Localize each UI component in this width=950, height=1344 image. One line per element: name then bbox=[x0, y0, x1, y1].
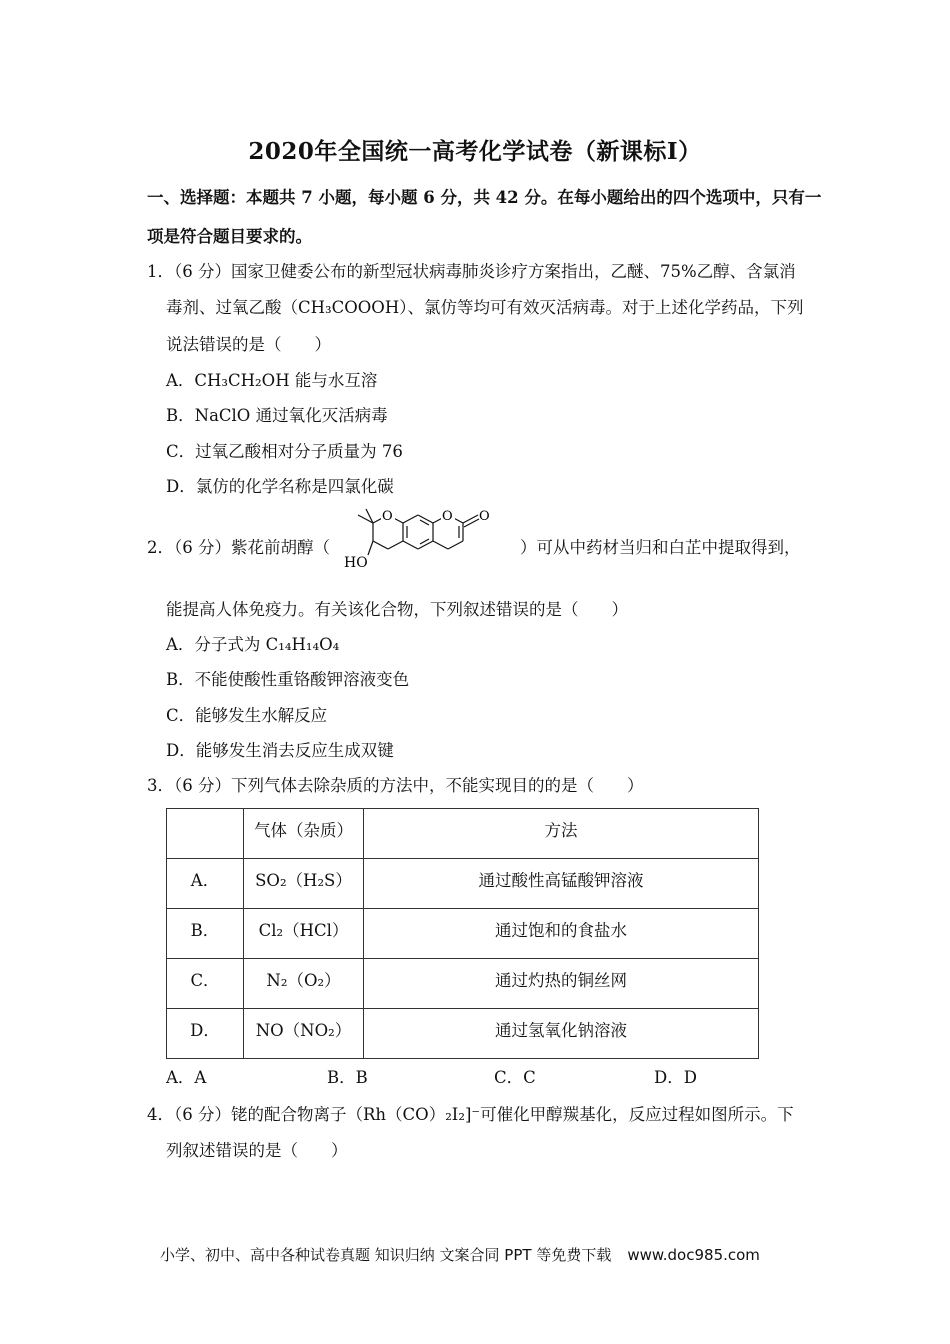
chemical-structure-image bbox=[328, 505, 520, 577]
q1-option-b: B．NaClO 通过氧化灭活病毒 bbox=[166, 406, 388, 425]
table-row bbox=[167, 959, 759, 1009]
q3-choice-a: A．A bbox=[166, 1068, 207, 1087]
table-cell: N₂（O₂） bbox=[244, 959, 364, 1009]
table-cell: 通过酸性高锰酸钾溶液 bbox=[364, 859, 759, 909]
q3-choice-d: D．D bbox=[654, 1068, 697, 1087]
q4-stem-line2: 列叙述错误的是（ ） bbox=[166, 1141, 348, 1160]
q1-stem-line1: 1．（6 分）国家卫健委公布的新型冠状病毒肺炎诊疗方案指出，乙醚、75%乙醇、含氯消 bbox=[147, 262, 796, 281]
q2-option-d: D．能够发生消去反应生成双键 bbox=[166, 741, 394, 760]
q1-option-c: C．过氧乙酸相对分子质量为 76 bbox=[166, 442, 403, 461]
table-row bbox=[167, 859, 759, 909]
svg-text:O: O bbox=[442, 509, 453, 524]
footer-url[interactable]: www.doc985.com bbox=[627, 1246, 760, 1264]
table-cell: 通过灼热的铜丝网 bbox=[364, 959, 759, 1009]
table-cell: A． bbox=[167, 859, 244, 909]
table-cell: Cl₂（HCl） bbox=[244, 909, 364, 959]
q2-stem-line1b: ）可从中药材当归和白芷中提取得到， bbox=[520, 538, 801, 557]
q4-stem-line1: 4．（6 分）铑的配合物离子（Rh（CO）₂I₂]⁻可催化甲醇羰基化，反应过程如图所示。下 bbox=[147, 1105, 794, 1124]
table-header-row bbox=[167, 809, 759, 859]
table-cell: SO₂（H₂S） bbox=[244, 859, 364, 909]
q1-stem-line2: 毒剂、过氧乙酸（CH₃COOOH）、氯仿等均可有效灭活病毒。对于上述化学药品，下列 bbox=[166, 298, 804, 317]
table-row bbox=[167, 1009, 759, 1059]
table-cell: NO（NO₂） bbox=[244, 1009, 364, 1059]
q3-table bbox=[166, 808, 759, 1059]
table-cell: D． bbox=[167, 1009, 244, 1059]
table-row bbox=[167, 909, 759, 959]
q2-option-a: A．分子式为 C₁₄H₁₄O₄ bbox=[166, 635, 340, 654]
q2-option-c: C．能够发生水解反应 bbox=[166, 706, 328, 725]
q2-stem-line2: 能提高人体免疫力。有关该化合物，下列叙述错误的是（ ） bbox=[166, 600, 628, 619]
q1-stem-line3: 说法错误的是（ ） bbox=[166, 335, 331, 354]
q2-option-b: B．不能使酸性重铬酸钾溶液变色 bbox=[166, 670, 410, 689]
svg-text:O: O bbox=[479, 509, 490, 524]
table-header-cell bbox=[167, 809, 244, 859]
q2-stem-line1a: 2．（6 分）紫花前胡醇（ bbox=[147, 538, 330, 557]
q3-choice-b: B．B bbox=[327, 1068, 368, 1087]
table-cell: C． bbox=[167, 959, 244, 1009]
q1-option-a: A．CH₃CH₂OH 能与水互溶 bbox=[166, 371, 378, 390]
q3-choice-c: C．C bbox=[494, 1068, 536, 1087]
table-cell: 通过饱和的食盐水 bbox=[364, 909, 759, 959]
page-footer bbox=[160, 1244, 760, 1265]
table-cell: 通过氢氧化钠溶液 bbox=[364, 1009, 759, 1059]
mol-label-ho: HO bbox=[344, 555, 368, 571]
table-header-cell: 气体（杂质） bbox=[244, 809, 364, 859]
table-header-cell: 方法 bbox=[364, 809, 759, 859]
footer-text: 小学、初中、高中各种试卷真题 知识归纳 文案合同 PPT 等免费下载 bbox=[160, 1246, 612, 1264]
q3-stem-line1: 3．（6 分）下列气体去除杂质的方法中，不能实现目的的是（ ） bbox=[147, 776, 644, 795]
section-heading-line2: 项是符合题目要求的。 bbox=[147, 227, 312, 246]
section-heading-line1: 一、选择题：本题共 7 小题，每小题 6 分，共 42 分。在每小题给出的四个选项中，只有一 bbox=[147, 188, 822, 207]
table-cell: B． bbox=[167, 909, 244, 959]
q1-option-d: D．氯仿的化学名称是四氯化碳 bbox=[166, 477, 394, 496]
page-title: 2020年全国统一高考化学试卷（新课标Ⅰ） bbox=[248, 138, 702, 165]
svg-text:O: O bbox=[382, 509, 393, 524]
